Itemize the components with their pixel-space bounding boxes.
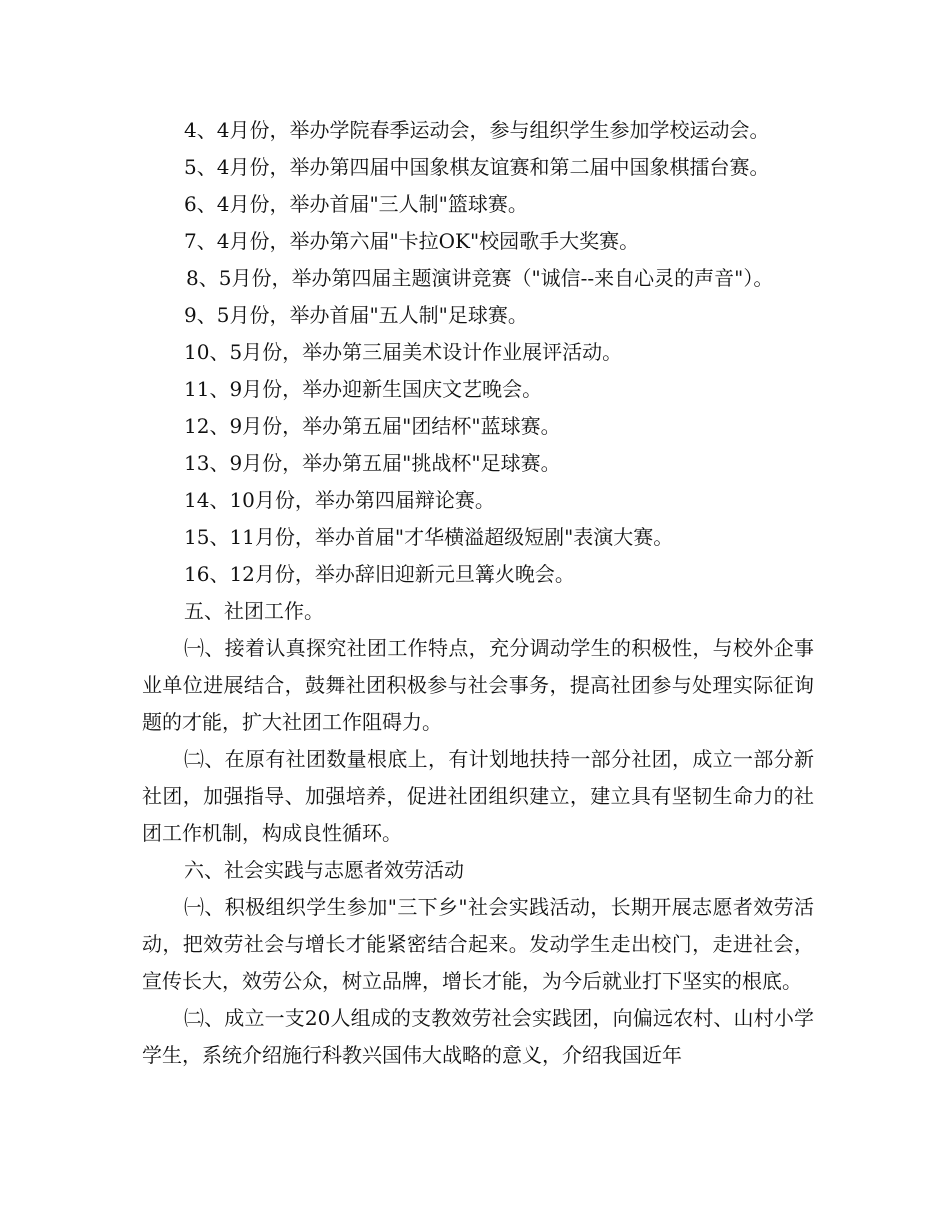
document-body (142, 112, 814, 1074)
paragraph-item-9: 9、5月份，举办首届"五人制"足球赛。 (184, 303, 528, 327)
paragraph-practice-2: ㈡、成立一支20人组成的支教效劳社会实践团，向偏远农村、山村小学学生，系统介绍施行科教兴国伟大战略的意义，介绍我国近年 (142, 1006, 814, 1067)
section-heading-6: 六、社会实践与志愿者效劳活动 (184, 858, 464, 882)
paragraph-item-15: 15、11月份，举办首届"才华横溢超级短剧"表演大赛。 (184, 525, 674, 549)
paragraph-item-12: 12、9月份，举办第五届"团结杯"蓝球赛。 (184, 414, 561, 438)
paragraph-item-5: 5、4月份，举办第四届中国象棋友谊赛和第二届中国象棋擂台赛。 (184, 155, 770, 179)
paragraph-item-16: 16、12月份，举办辞旧迎新元旦篝火晚会。 (184, 562, 575, 586)
paragraph-item-7: 7、4月份，举办第六届"卡拉OK"校园歌手大奖赛。 (184, 229, 640, 253)
paragraph-practice-1: ㈠、积极组织学生参加"三下乡"社会实践活动，长期开展志愿者效劳活动，把效劳社会与增长才能紧密结合起来。发动学生走出校门，走进社会，宣传长大，效劳公众，树立品牌，增长才能，为今后就业打下坚实的根底。 (142, 895, 814, 993)
paragraph-item-11: 11、9月份，举办迎新生国庆文艺晚会。 (184, 377, 543, 401)
paragraph-item-13: 13、9月份，举办第五届"挑战杯"足球赛。 (184, 451, 561, 475)
paragraph-item-14: 14、10月份，举办第四届辩论赛。 (184, 488, 495, 512)
paragraph-item-6: 6、4月份，举办首届"三人制"篮球赛。 (184, 192, 528, 216)
paragraph-club-1: ㈠、接着认真探究社团工作特点，充分调动学生的积极性，与校外企事业单位进展结合，鼓舞社团积极参与社会事务，提高社团参与处理实际征询题的才能，扩大社团工作阻碍力。 (142, 636, 814, 734)
paragraph-item-8: 8、5月份，举办第四届主题演讲竞赛（"诚信--来自心灵的声音"）。 (186, 266, 774, 290)
paragraph-club-2: ㈡、在原有社团数量根底上，有计划地扶持一部分社团，成立一部分新社团，加强指导、加强培养，促进社团组织建立，建立具有坚韧生命力的社团工作机制，构成良性循环。 (142, 747, 814, 845)
paragraph-item-4: 4、4月份，举办学院春季运动会，参与组织学生参加学校运动会。 (184, 118, 770, 142)
paragraph-item-10: 10、5月份，举办第三届美术设计作业展评活动。 (184, 340, 623, 364)
section-heading-5: 五、社团工作。 (184, 599, 324, 623)
